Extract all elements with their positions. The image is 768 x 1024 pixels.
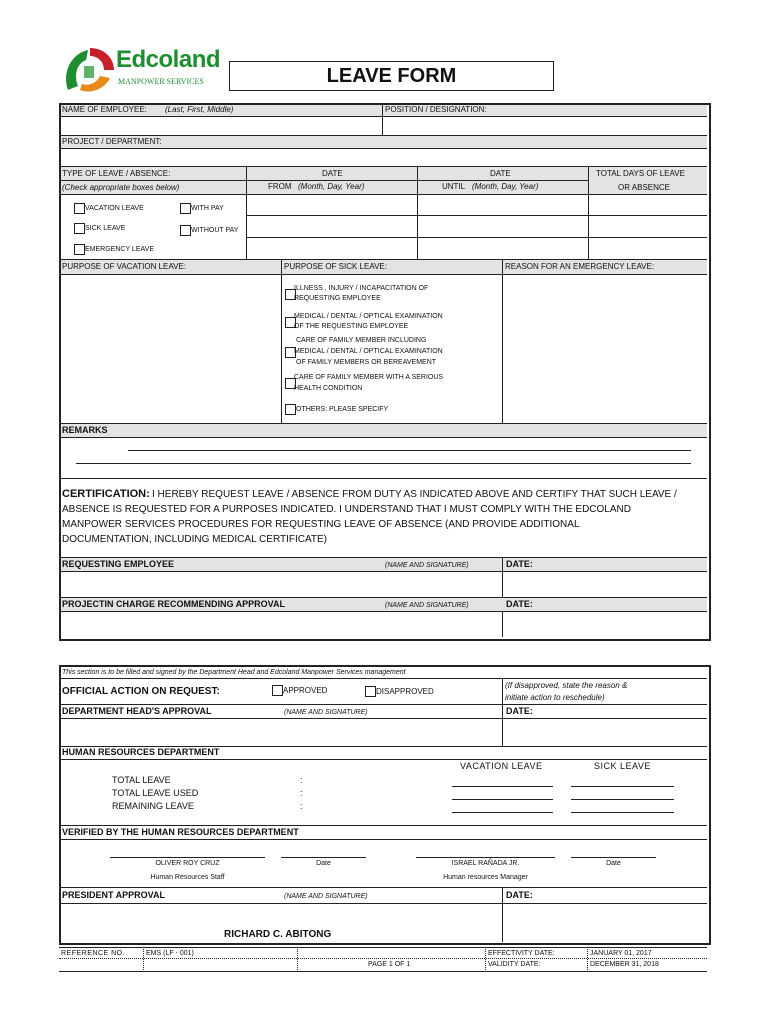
certification-line-2: ABSENCE IS REQUESTED FOR A PURPOSES INDICATED. I UNDERSTAND THAT I MUST COMPLY WITH THE EDCOLAND bbox=[62, 504, 631, 515]
certification-label: CERTIFICATION: bbox=[62, 488, 150, 500]
hr-manager-name: ISRAEL RAÑADA JR. bbox=[451, 860, 520, 867]
employee-name-hint: (Last, First, Middle) bbox=[165, 105, 234, 114]
date-until-field[interactable] bbox=[419, 196, 587, 214]
project-in-charge-label: PROJECTIN CHARGE RECOMMENDING APPROVAL bbox=[62, 599, 286, 609]
vacation-purpose-field[interactable] bbox=[62, 276, 280, 422]
project-label: PROJECT / DEPARTMENT: bbox=[62, 137, 162, 146]
employee-name-label: NAME OF EMPLOYEE: bbox=[62, 105, 147, 114]
date-from-field[interactable] bbox=[248, 196, 416, 214]
project-in-charge-sig-hint: (NAME AND SIGNATURE) bbox=[385, 602, 469, 609]
hr-remaining-colon: : bbox=[300, 801, 303, 811]
date-until-label: DATE bbox=[490, 169, 511, 178]
sick-others-checkbox[interactable] bbox=[285, 404, 296, 415]
sick-others-label: OTHERS: PLEASE SPECIFY bbox=[296, 406, 389, 413]
official-action-label: OFFICIAL ACTION ON REQUEST: bbox=[62, 686, 220, 697]
disapproved-hint-b: initiate action to reschedule) bbox=[505, 693, 605, 702]
vacation-purpose-label: PURPOSE OF VACATION LEAVE: bbox=[62, 262, 187, 271]
dept-head-label: DEPARTMENT HEAD'S APPROVAL bbox=[62, 706, 212, 716]
hr-total-leave-label: TOTAL LEAVE bbox=[112, 775, 171, 785]
date-from-hint-b: (Month, Day, Year) bbox=[298, 182, 365, 191]
requesting-signature-field[interactable] bbox=[62, 572, 501, 595]
sick-family-label-a: CARE OF FAMILY MEMBER INCLUDING bbox=[296, 337, 427, 344]
hr-sick-used-field[interactable] bbox=[571, 799, 674, 800]
approved-checkbox[interactable] bbox=[272, 685, 283, 696]
footer-validity-label: VALIDITY DATE: bbox=[488, 961, 541, 968]
dept-head-date-label: DATE: bbox=[506, 706, 533, 716]
president-date-field[interactable] bbox=[504, 904, 706, 940]
sick-family-label-c: OF FAMILY MEMBERS OR BEREAVEMENT bbox=[296, 359, 437, 366]
leave-type-hint: (Check appropriate boxes below) bbox=[62, 183, 180, 192]
hr-sick-column: SICK LEAVE bbox=[594, 761, 651, 771]
hr-staff-date-line[interactable] bbox=[281, 857, 366, 858]
sick-serious-label-b: HEALTH CONDITION bbox=[294, 385, 363, 392]
with-pay-label: WITH PAY bbox=[191, 205, 224, 212]
verified-label: VERIFIED BY THE HUMAN RESOURCES DEPARTMENT bbox=[62, 827, 299, 837]
sick-family-label-b: MEDICAL / DENTAL / OPTICAL EXAMINATION bbox=[294, 348, 443, 355]
form-title: LEAVE FORM bbox=[326, 65, 457, 87]
remarks-line-1[interactable] bbox=[128, 450, 691, 451]
sick-illness-label-b: REQUESTING EMPLOYEE bbox=[294, 295, 381, 302]
logo-name: Edcoland bbox=[116, 46, 221, 73]
emergency-reason-label: REASON FOR AN EMERGENCY LEAVE: bbox=[505, 262, 655, 271]
sick-purpose-label: PURPOSE OF SICK LEAVE: bbox=[284, 262, 387, 271]
president-date-label: DATE: bbox=[506, 890, 533, 900]
hr-manager-date-label: Date bbox=[606, 860, 621, 867]
sick-medical-label-a: MEDICAL / DENTAL / OPTICAL EXAMINATION bbox=[294, 313, 443, 320]
project-in-charge-date-label: DATE: bbox=[506, 599, 533, 609]
sick-medical-label-b: OF THE REQUESTING EMPLOYEE bbox=[294, 323, 409, 330]
total-days-label-1: TOTAL DAYS OF LEAVE bbox=[596, 169, 685, 178]
president-sig-hint: (NAME AND SIGNATURE) bbox=[284, 893, 368, 900]
sick-illness-label-a: ILLNESS , INJURY / INCAPACITATION OF bbox=[294, 285, 429, 292]
vacation-leave-label: VACATION LEAVE bbox=[85, 205, 144, 212]
employee-name-field[interactable] bbox=[62, 117, 381, 134]
sick-leave-checkbox[interactable] bbox=[74, 223, 85, 234]
remarks-line-2[interactable] bbox=[76, 463, 691, 464]
date-until-hint-a: UNTIL bbox=[442, 182, 466, 191]
with-pay-checkbox[interactable] bbox=[180, 203, 191, 214]
date-from-hint-a: FROM bbox=[268, 182, 292, 191]
logo-mark-icon bbox=[60, 44, 120, 96]
president-label: PRESIDENT APPROVAL bbox=[62, 890, 166, 900]
footer-ref-value: EMS (LF - 001) bbox=[146, 950, 194, 957]
hr-staff-title: Human Resources Staff bbox=[150, 874, 225, 881]
certification-line-4: DOCUMENTATION, INCLUDING MEDICAL CERTIFICATE) bbox=[62, 534, 328, 545]
footer-ref-label: REFERENCE NO. bbox=[61, 950, 126, 957]
sick-serious-label-a: CARE OF FAMILY MEMBER WITH A SERIOUS bbox=[294, 374, 444, 381]
hr-sick-remaining-field[interactable] bbox=[571, 812, 674, 813]
remarks-label: REMARKS bbox=[62, 425, 108, 435]
requesting-sig-hint: (NAME AND SIGNATURE) bbox=[385, 562, 469, 569]
hr-manager-title: Human resources Manager bbox=[443, 874, 528, 881]
emergency-leave-label: EMERGENCY LEAVE bbox=[85, 246, 154, 253]
hr-manager-signature-line[interactable] bbox=[416, 857, 555, 858]
dept-head-sig-hint: (NAME AND SIGNATURE) bbox=[284, 709, 368, 716]
logo-subtitle: MANPOWER SERVICES bbox=[118, 77, 204, 86]
hr-staff-name: OLIVER ROY CRUZ bbox=[155, 860, 220, 867]
footer-effectivity-value: JANUARY 01, 2017 bbox=[590, 950, 652, 957]
company-logo bbox=[60, 44, 221, 96]
hr-vacation-used-field[interactable] bbox=[452, 799, 553, 800]
date-until-hint-b: (Month, Day, Year) bbox=[472, 182, 539, 191]
approved-label: APPROVED bbox=[283, 686, 328, 695]
hr-staff-signature-line[interactable] bbox=[110, 857, 265, 858]
position-field[interactable] bbox=[384, 117, 706, 134]
hr-manager-date-line[interactable] bbox=[571, 857, 656, 858]
disapproved-label: DISAPPROVED bbox=[376, 687, 434, 696]
hr-total-used-label: TOTAL LEAVE USED bbox=[112, 788, 199, 798]
emergency-leave-checkbox[interactable] bbox=[74, 244, 85, 255]
certification-line-1: I HEREBY REQUEST LEAVE / ABSENCE FROM DUTY AS INDICATED ABOVE AND CERTIFY THAT SUCH LEAVE / bbox=[152, 489, 677, 500]
vacation-leave-checkbox[interactable] bbox=[74, 203, 85, 214]
project-in-charge-signature-field[interactable] bbox=[62, 612, 501, 635]
certification-line-3: MANPOWER SERVICES PROCEDURES FOR REQUESTING LEAVE OF ABSENCE (AND PROVIDE ADDITIONAL bbox=[62, 519, 580, 530]
requesting-date-label: DATE: bbox=[506, 559, 533, 569]
hr-total-leave-colon: : bbox=[300, 775, 303, 785]
hr-remaining-label: REMAINING LEAVE bbox=[112, 801, 194, 811]
dept-head-signature-field[interactable] bbox=[62, 719, 501, 745]
without-pay-label: WITHOUT PAY bbox=[191, 227, 239, 234]
disapproved-checkbox[interactable] bbox=[365, 686, 376, 697]
without-pay-checkbox[interactable] bbox=[180, 225, 191, 236]
leave-type-label: TYPE OF LEAVE / ABSENCE: bbox=[62, 169, 171, 178]
hr-staff-date-label: Date bbox=[316, 860, 331, 867]
president-name: RICHARD C. ABITONG bbox=[224, 929, 332, 940]
date-from-label: DATE bbox=[322, 169, 343, 178]
disapproved-hint-a: (If disapproved, state the reason & bbox=[505, 681, 628, 690]
requesting-date-field[interactable] bbox=[504, 572, 706, 595]
hr-sick-total-field[interactable] bbox=[571, 786, 674, 787]
hr-vacation-column: VACATION LEAVE bbox=[460, 761, 543, 771]
hr-department-label: HUMAN RESOURCES DEPARTMENT bbox=[62, 747, 220, 757]
project-in-charge-date-field[interactable] bbox=[504, 612, 706, 635]
hr-vacation-total-field[interactable] bbox=[452, 786, 553, 787]
project-field[interactable] bbox=[62, 149, 706, 165]
hr-total-used-colon: : bbox=[300, 788, 303, 798]
sick-leave-label: SICK LEAVE bbox=[85, 225, 126, 232]
total-days-field[interactable] bbox=[590, 196, 706, 214]
requesting-employee-label: REQUESTING EMPLOYEE bbox=[62, 559, 175, 569]
footer-page: PAGE 1 OF 1 bbox=[368, 961, 411, 968]
footer-validity-value: DECEMBER 31, 2018 bbox=[590, 961, 659, 968]
emergency-reason-field[interactable] bbox=[504, 276, 706, 422]
position-label: POSITION / DESIGNATION: bbox=[385, 105, 487, 114]
total-days-label-2: OR ABSENCE bbox=[618, 183, 671, 192]
dept-head-date-field[interactable] bbox=[504, 719, 706, 745]
management-note: This section is to be filled and signed by the Department Head and Edcoland Manpower Services management bbox=[62, 669, 406, 676]
footer-effectivity-label: EFFECTIVITY DATE: bbox=[488, 950, 555, 957]
hr-vacation-remaining-field[interactable] bbox=[452, 812, 553, 813]
